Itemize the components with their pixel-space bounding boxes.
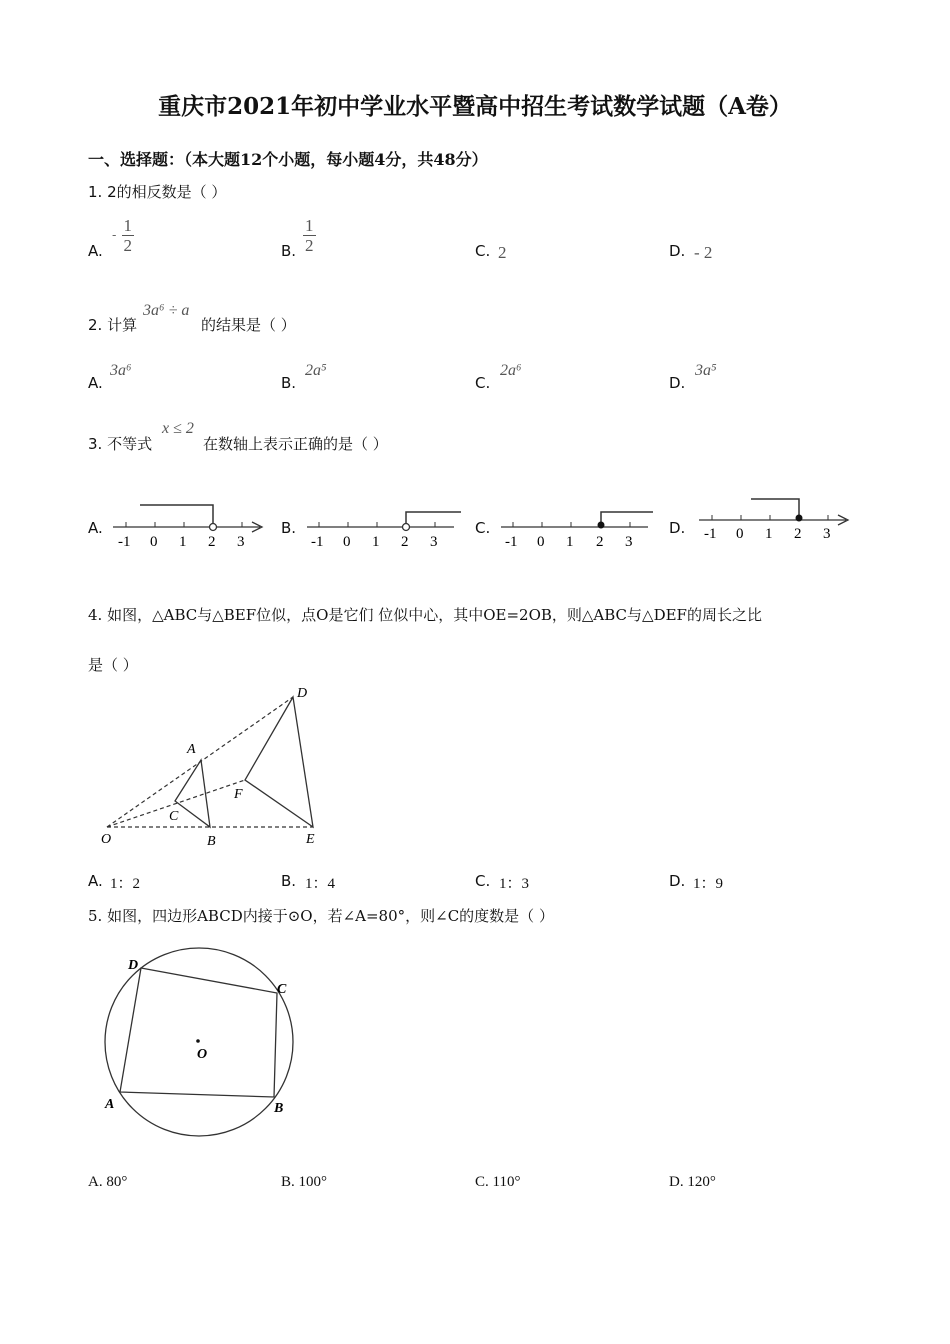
quadrilateral-ABCD bbox=[120, 968, 277, 1097]
q2-option-a-label: A. bbox=[88, 374, 103, 392]
q4-option-d-label: D. bbox=[669, 872, 686, 890]
solution-bracket bbox=[601, 512, 653, 527]
point-label-A: A bbox=[105, 1097, 115, 1112]
q1-option-a-sign: - bbox=[112, 228, 117, 243]
q3-option-c-number-line bbox=[498, 495, 658, 555]
q1-option-a-label: A. bbox=[88, 242, 103, 260]
q2-option-d-label: D. bbox=[669, 374, 686, 392]
q3-option-b-number-line bbox=[304, 495, 464, 555]
q3-option-a-label: A. bbox=[88, 519, 103, 537]
point-label-C: C bbox=[277, 982, 287, 997]
solution-bracket bbox=[140, 505, 213, 527]
tick-label: 1 bbox=[566, 534, 574, 550]
tick-label: 2 bbox=[596, 534, 604, 550]
tick-label: -1 bbox=[118, 534, 131, 550]
q5-option-b: B. 100° bbox=[281, 1174, 328, 1190]
q4-similar-triangles-figure bbox=[95, 680, 335, 855]
q1-option-a bbox=[112, 216, 134, 255]
solution-bracket bbox=[406, 512, 461, 527]
closed-endpoint bbox=[796, 515, 803, 522]
q2-prefix: 2. 计算 bbox=[88, 316, 138, 334]
q4-stem-line1: 4. 如图，△ABC与△BEF位似，点O是它们 位似中心，其中OE=2OB，则△ABC与△DEF的周长之比 bbox=[88, 606, 762, 624]
tick-label: -1 bbox=[311, 534, 324, 550]
solution-bracket bbox=[751, 499, 799, 520]
tick-label: 0 bbox=[343, 534, 351, 550]
q2-option-b: 2a⁵ bbox=[305, 362, 327, 379]
q3-option-d-number-line bbox=[696, 490, 856, 550]
tick-label: 2 bbox=[401, 534, 409, 550]
q1-option-d-label: D. bbox=[669, 242, 686, 260]
q4-option-a-label: A. bbox=[88, 872, 103, 890]
point-label-O: O bbox=[197, 1047, 208, 1062]
point-label-E: E bbox=[306, 832, 315, 847]
page-title: 重庆市2021年初中学业水平暨高中招生考试数学试题（A卷） bbox=[158, 93, 792, 120]
point-label-D: D bbox=[297, 686, 308, 701]
point-label-A: A bbox=[187, 742, 196, 757]
q3-suffix: 在数轴上表示正确的是（ ） bbox=[203, 435, 388, 453]
q4-stem-line2: 是（ ） bbox=[88, 656, 138, 674]
q2-option-c: 2a⁶ bbox=[500, 362, 522, 379]
point-label-B: B bbox=[207, 834, 216, 849]
q2-suffix: 的结果是（ ） bbox=[201, 316, 296, 334]
q5-option-a: A. 80° bbox=[88, 1174, 128, 1190]
open-endpoint bbox=[210, 524, 217, 531]
point-label-C: C bbox=[169, 809, 179, 824]
q4-option-c: 1：3 bbox=[499, 876, 530, 892]
tick-label: 2 bbox=[794, 526, 802, 542]
tick-label: 3 bbox=[625, 534, 633, 550]
q3-option-c-label: C. bbox=[475, 519, 491, 537]
q2-option-a: 3a⁶ bbox=[110, 362, 132, 379]
tick-label: -1 bbox=[505, 534, 518, 550]
q5-inscribed-quadrilateral-figure bbox=[95, 945, 310, 1145]
center-point bbox=[196, 1039, 200, 1043]
open-endpoint bbox=[403, 524, 410, 531]
q3-expression: x ≤ 2 bbox=[162, 420, 194, 437]
point-label-B: B bbox=[274, 1101, 284, 1116]
q2-option-c-label: C. bbox=[475, 374, 491, 392]
q3-prefix: 3. 不等式 bbox=[88, 435, 153, 453]
q2-option-d: 3a⁵ bbox=[695, 362, 717, 379]
q1-stem: 1. 2的相反数是（ ） bbox=[88, 183, 227, 201]
point-label-D: D bbox=[128, 958, 139, 973]
point-label-O: O bbox=[101, 832, 112, 847]
q2-expression: 3a⁶ ÷ a bbox=[143, 302, 190, 319]
q4-option-d: 1：9 bbox=[693, 876, 724, 892]
q1-option-b-label: B. bbox=[281, 242, 297, 260]
tick-label: 3 bbox=[823, 526, 831, 542]
tick-label: 3 bbox=[237, 534, 245, 550]
q4-option-b: 1：4 bbox=[305, 876, 336, 892]
tick-label: 1 bbox=[765, 526, 773, 542]
q1-option-b-fraction: $\frac{1}{2}$ bbox=[305, 216, 314, 255]
triangle-ABC bbox=[175, 760, 210, 827]
q4-option-b-label: B. bbox=[281, 872, 297, 890]
q3-option-d-label: D. bbox=[669, 519, 686, 537]
tick-label: 1 bbox=[372, 534, 380, 550]
q5-stem: 5. 如图，四边形ABCD内接于⊙O，若∠A=80°，则∠C的度数是（ ） bbox=[88, 907, 554, 925]
triangle-DFE bbox=[245, 697, 313, 827]
q5-option-c: C. 110° bbox=[475, 1174, 521, 1190]
tick-label: 2 bbox=[208, 534, 216, 550]
tick-label: 3 bbox=[430, 534, 438, 550]
tick-label: 0 bbox=[736, 526, 744, 542]
point-label-F: F bbox=[234, 787, 243, 802]
tick-label: 0 bbox=[150, 534, 158, 550]
tick-label: 0 bbox=[537, 534, 545, 550]
q3-option-a-number-line bbox=[110, 495, 270, 555]
q3-option-b-label: B. bbox=[281, 519, 297, 537]
q1-option-a-fraction: $\frac{1}{2}$ bbox=[123, 216, 132, 255]
tick-label: -1 bbox=[704, 526, 717, 542]
tick-label: 1 bbox=[179, 534, 187, 550]
closed-endpoint bbox=[598, 522, 605, 529]
q1-option-c: 2 bbox=[498, 243, 507, 262]
section-heading: 一、选择题：（本大题12个小题，每小题4分，共48分） bbox=[88, 150, 488, 169]
q1-option-d: - 2 bbox=[694, 243, 713, 262]
q1-option-c-label: C. bbox=[475, 242, 491, 260]
q4-option-a: 1：2 bbox=[110, 876, 141, 892]
q5-option-d: D. 120° bbox=[669, 1174, 716, 1190]
q1-option-b bbox=[303, 216, 316, 255]
q4-option-c-label: C. bbox=[475, 872, 491, 890]
q2-option-b-label: B. bbox=[281, 374, 297, 392]
